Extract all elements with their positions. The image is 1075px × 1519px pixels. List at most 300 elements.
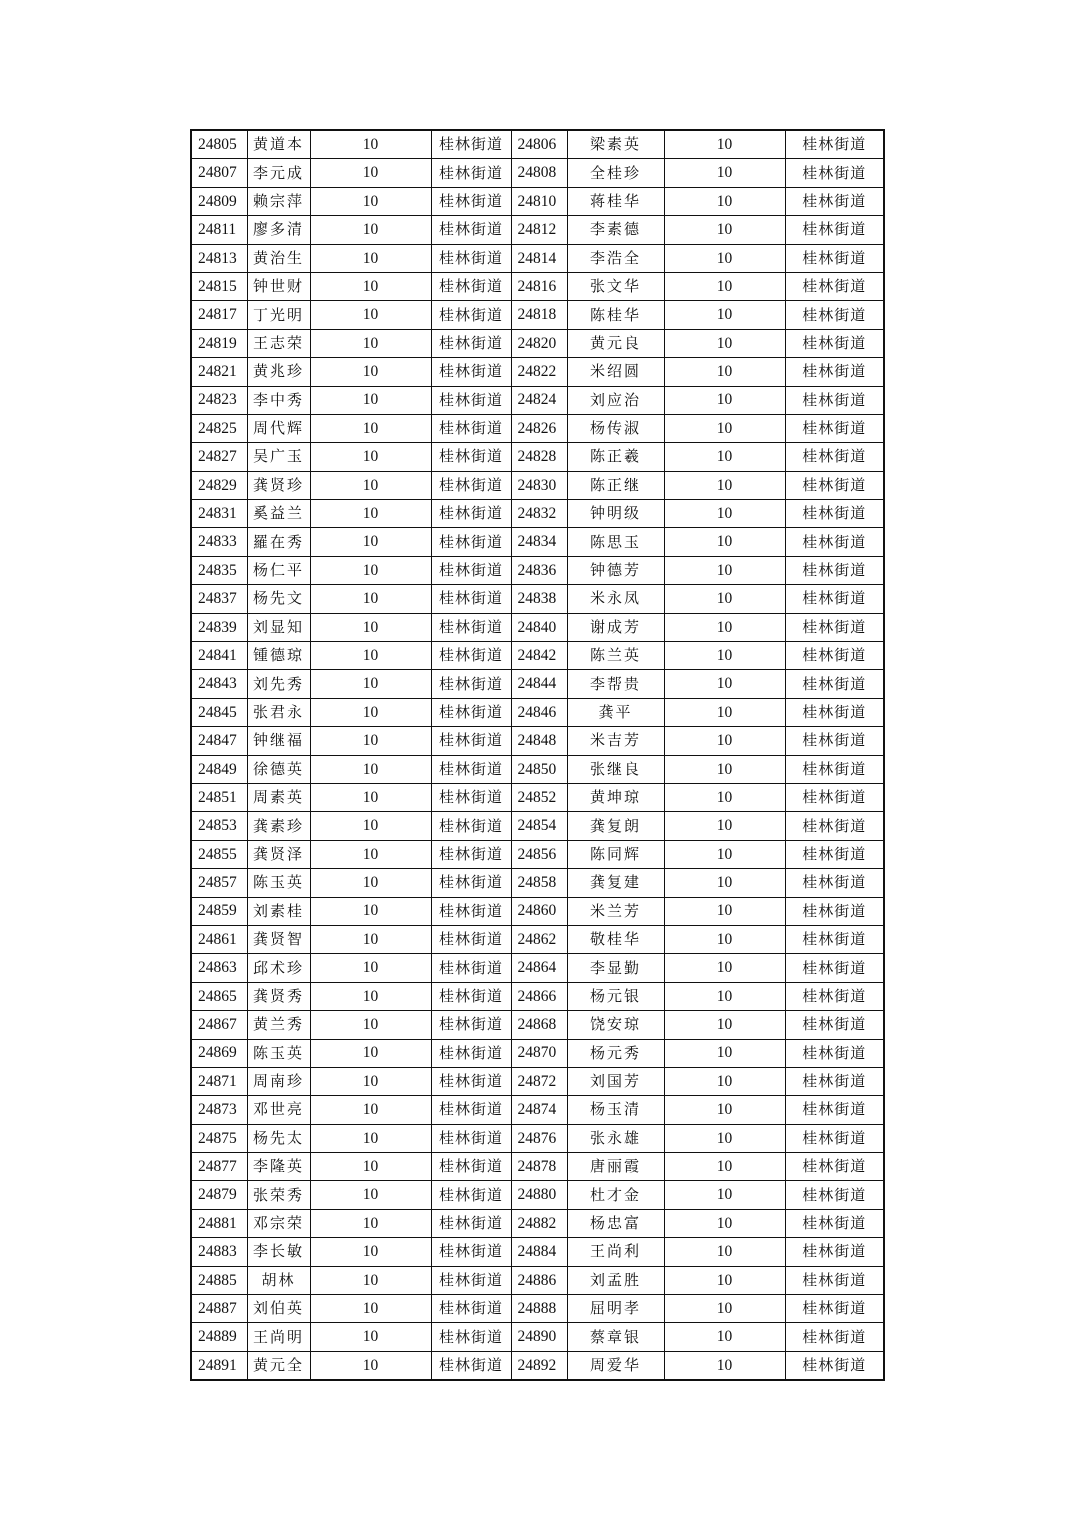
amount-cell: 10 xyxy=(664,812,785,840)
amount-cell: 10 xyxy=(664,613,785,641)
street-cell: 桂林街道 xyxy=(785,642,884,670)
street-cell: 桂林街道 xyxy=(431,869,511,897)
amount-cell: 10 xyxy=(310,471,431,499)
amount-cell: 10 xyxy=(310,925,431,953)
table-row xyxy=(191,1209,884,1237)
record-id-cell: 24812 xyxy=(511,216,567,244)
street-cell: 桂林街道 xyxy=(785,187,884,215)
amount-cell: 10 xyxy=(664,159,785,187)
name-cell: 饶安琼 xyxy=(567,1011,664,1039)
name-cell: 陈玉英 xyxy=(247,1039,310,1067)
record-id-cell: 24816 xyxy=(511,272,567,300)
street-cell: 桂林街道 xyxy=(431,1295,511,1323)
name-cell: 敬桂华 xyxy=(567,925,664,953)
amount-cell: 10 xyxy=(664,386,785,414)
table-row xyxy=(191,1096,884,1124)
table-row xyxy=(191,585,884,613)
street-cell: 桂林街道 xyxy=(785,585,884,613)
amount-cell: 10 xyxy=(664,1067,785,1095)
record-id-cell: 24825 xyxy=(191,414,247,442)
name-cell: 李长敏 xyxy=(247,1238,310,1266)
table-row xyxy=(191,1153,884,1181)
amount-cell: 10 xyxy=(664,1266,785,1294)
record-id-cell: 24860 xyxy=(511,897,567,925)
street-cell: 桂林街道 xyxy=(785,1323,884,1351)
street-cell: 桂林街道 xyxy=(431,698,511,726)
amount-cell: 10 xyxy=(310,556,431,584)
name-cell: 龚复朗 xyxy=(567,812,664,840)
record-id-cell: 24862 xyxy=(511,925,567,953)
name-cell: 周爱华 xyxy=(567,1351,664,1380)
street-cell: 桂林街道 xyxy=(785,954,884,982)
record-id-cell: 24863 xyxy=(191,954,247,982)
name-cell: 邱术珍 xyxy=(247,954,310,982)
amount-cell: 10 xyxy=(310,812,431,840)
name-cell: 周代辉 xyxy=(247,414,310,442)
street-cell: 桂林街道 xyxy=(431,500,511,528)
street-cell: 桂林街道 xyxy=(785,159,884,187)
record-id-cell: 24817 xyxy=(191,301,247,329)
record-id-cell: 24837 xyxy=(191,585,247,613)
amount-cell: 10 xyxy=(310,329,431,357)
record-id-cell: 24832 xyxy=(511,500,567,528)
name-cell: 李素德 xyxy=(567,216,664,244)
record-id-cell: 24806 xyxy=(511,130,567,159)
table-row xyxy=(191,840,884,868)
name-cell: 刘伯英 xyxy=(247,1295,310,1323)
amount-cell: 10 xyxy=(310,783,431,811)
name-cell: 全桂珍 xyxy=(567,159,664,187)
amount-cell: 10 xyxy=(664,329,785,357)
amount-cell: 10 xyxy=(664,1039,785,1067)
amount-cell: 10 xyxy=(310,1351,431,1380)
record-id-cell: 24811 xyxy=(191,216,247,244)
amount-cell: 10 xyxy=(664,272,785,300)
street-cell: 桂林街道 xyxy=(431,1181,511,1209)
table-row xyxy=(191,1351,884,1380)
amount-cell: 10 xyxy=(664,783,785,811)
amount-cell: 10 xyxy=(664,216,785,244)
table-row xyxy=(191,187,884,215)
record-id-cell: 24886 xyxy=(511,1266,567,1294)
street-cell: 桂林街道 xyxy=(431,840,511,868)
name-cell: 丁光明 xyxy=(247,301,310,329)
table-row xyxy=(191,528,884,556)
amount-cell: 10 xyxy=(310,130,431,159)
street-cell: 桂林街道 xyxy=(431,727,511,755)
street-cell: 桂林街道 xyxy=(785,1295,884,1323)
amount-cell: 10 xyxy=(664,925,785,953)
name-cell: 龚贤泽 xyxy=(247,840,310,868)
record-id-cell: 24873 xyxy=(191,1096,247,1124)
table-row xyxy=(191,1181,884,1209)
name-cell: 周南珍 xyxy=(247,1067,310,1095)
name-cell: 蔡章银 xyxy=(567,1323,664,1351)
record-id-cell: 24881 xyxy=(191,1209,247,1237)
name-cell: 杨先太 xyxy=(247,1124,310,1152)
name-cell: 刘素桂 xyxy=(247,897,310,925)
amount-cell: 10 xyxy=(664,1295,785,1323)
street-cell: 桂林街道 xyxy=(785,301,884,329)
street-cell: 桂林街道 xyxy=(785,982,884,1010)
name-cell: 李显勤 xyxy=(567,954,664,982)
amount-cell: 10 xyxy=(310,358,431,386)
record-id-cell: 24882 xyxy=(511,1209,567,1237)
name-cell: 李浩全 xyxy=(567,244,664,272)
record-id-cell: 24833 xyxy=(191,528,247,556)
table-row xyxy=(191,244,884,272)
table-row xyxy=(191,670,884,698)
amount-cell: 10 xyxy=(310,500,431,528)
record-id-cell: 24889 xyxy=(191,1323,247,1351)
name-cell: 龚贤珍 xyxy=(247,471,310,499)
name-cell: 龚贤智 xyxy=(247,925,310,953)
amount-cell: 10 xyxy=(310,443,431,471)
name-cell: 唐丽霞 xyxy=(567,1153,664,1181)
street-cell: 桂林街道 xyxy=(431,613,511,641)
record-id-cell: 24842 xyxy=(511,642,567,670)
street-cell: 桂林街道 xyxy=(785,1153,884,1181)
record-id-cell: 24869 xyxy=(191,1039,247,1067)
street-cell: 桂林街道 xyxy=(431,187,511,215)
record-id-cell: 24828 xyxy=(511,443,567,471)
name-cell: 陈同辉 xyxy=(567,840,664,868)
table-row xyxy=(191,159,884,187)
amount-cell: 10 xyxy=(664,244,785,272)
amount-cell: 10 xyxy=(310,982,431,1010)
amount-cell: 10 xyxy=(664,187,785,215)
record-id-cell: 24883 xyxy=(191,1238,247,1266)
amount-cell: 10 xyxy=(664,1096,785,1124)
street-cell: 桂林街道 xyxy=(431,1351,511,1380)
name-cell: 奚益兰 xyxy=(247,500,310,528)
street-cell: 桂林街道 xyxy=(431,329,511,357)
name-cell: 王志荣 xyxy=(247,329,310,357)
record-id-cell: 24823 xyxy=(191,386,247,414)
name-cell: 王尚明 xyxy=(247,1323,310,1351)
street-cell: 桂林街道 xyxy=(785,329,884,357)
name-cell: 胡林 xyxy=(247,1266,310,1294)
record-id-cell: 24884 xyxy=(511,1238,567,1266)
street-cell: 桂林街道 xyxy=(785,1209,884,1237)
name-cell: 陈正继 xyxy=(567,471,664,499)
amount-cell: 10 xyxy=(310,585,431,613)
record-id-cell: 24829 xyxy=(191,471,247,499)
table-row xyxy=(191,1124,884,1152)
record-id-cell: 24858 xyxy=(511,869,567,897)
table-row xyxy=(191,358,884,386)
amount-cell: 10 xyxy=(310,1153,431,1181)
street-cell: 桂林街道 xyxy=(431,159,511,187)
street-cell: 桂林街道 xyxy=(785,500,884,528)
record-id-cell: 24826 xyxy=(511,414,567,442)
amount-cell: 10 xyxy=(664,727,785,755)
record-id-cell: 24887 xyxy=(191,1295,247,1323)
record-id-cell: 24854 xyxy=(511,812,567,840)
amount-cell: 10 xyxy=(664,528,785,556)
name-cell: 米吉芳 xyxy=(567,727,664,755)
amount-cell: 10 xyxy=(664,1153,785,1181)
street-cell: 桂林街道 xyxy=(785,613,884,641)
amount-cell: 10 xyxy=(310,244,431,272)
amount-cell: 10 xyxy=(310,642,431,670)
street-cell: 桂林街道 xyxy=(785,528,884,556)
amount-cell: 10 xyxy=(664,755,785,783)
record-id-cell: 24843 xyxy=(191,670,247,698)
record-id-cell: 24839 xyxy=(191,613,247,641)
amount-cell: 10 xyxy=(664,130,785,159)
street-cell: 桂林街道 xyxy=(431,556,511,584)
table-row xyxy=(191,471,884,499)
street-cell: 桂林街道 xyxy=(431,925,511,953)
record-id-cell: 24870 xyxy=(511,1039,567,1067)
street-cell: 桂林街道 xyxy=(785,414,884,442)
record-id-cell: 24851 xyxy=(191,783,247,811)
amount-cell: 10 xyxy=(310,187,431,215)
table-row xyxy=(191,982,884,1010)
record-id-cell: 24809 xyxy=(191,187,247,215)
name-cell: 米绍圆 xyxy=(567,358,664,386)
record-id-cell: 24859 xyxy=(191,897,247,925)
record-id-cell: 24810 xyxy=(511,187,567,215)
name-cell: 陈正羲 xyxy=(567,443,664,471)
record-id-cell: 24867 xyxy=(191,1011,247,1039)
record-id-cell: 24890 xyxy=(511,1323,567,1351)
name-cell: 龚素珍 xyxy=(247,812,310,840)
name-cell: 黄兆珍 xyxy=(247,358,310,386)
name-cell: 杨元银 xyxy=(567,982,664,1010)
record-id-cell: 24857 xyxy=(191,869,247,897)
amount-cell: 10 xyxy=(664,1124,785,1152)
street-cell: 桂林街道 xyxy=(431,1067,511,1095)
amount-cell: 10 xyxy=(310,216,431,244)
name-cell: 黄元良 xyxy=(567,329,664,357)
name-cell: 赖宗萍 xyxy=(247,187,310,215)
name-cell: 杜才金 xyxy=(567,1181,664,1209)
amount-cell: 10 xyxy=(310,301,431,329)
amount-cell: 10 xyxy=(664,642,785,670)
name-cell: 刘先秀 xyxy=(247,670,310,698)
amount-cell: 10 xyxy=(664,1323,785,1351)
table-row xyxy=(191,414,884,442)
name-cell: 徐德英 xyxy=(247,755,310,783)
amount-cell: 10 xyxy=(310,1238,431,1266)
amount-cell: 10 xyxy=(310,670,431,698)
amount-cell: 10 xyxy=(310,897,431,925)
street-cell: 桂林街道 xyxy=(785,1181,884,1209)
amount-cell: 10 xyxy=(664,1209,785,1237)
record-id-cell: 24852 xyxy=(511,783,567,811)
record-id-cell: 24850 xyxy=(511,755,567,783)
street-cell: 桂林街道 xyxy=(785,727,884,755)
name-cell: 米永凤 xyxy=(567,585,664,613)
name-cell: 锺德琼 xyxy=(247,642,310,670)
record-id-cell: 24892 xyxy=(511,1351,567,1380)
amount-cell: 10 xyxy=(664,443,785,471)
street-cell: 桂林街道 xyxy=(785,1124,884,1152)
record-id-cell: 24885 xyxy=(191,1266,247,1294)
record-id-cell: 24865 xyxy=(191,982,247,1010)
name-cell: 邓宗荣 xyxy=(247,1209,310,1237)
amount-cell: 10 xyxy=(310,1096,431,1124)
record-id-cell: 24856 xyxy=(511,840,567,868)
street-cell: 桂林街道 xyxy=(785,925,884,953)
record-id-cell: 24871 xyxy=(191,1067,247,1095)
name-cell: 杨元秀 xyxy=(567,1039,664,1067)
name-cell: 王尚利 xyxy=(567,1238,664,1266)
amount-cell: 10 xyxy=(310,414,431,442)
street-cell: 桂林街道 xyxy=(785,556,884,584)
amount-cell: 10 xyxy=(664,698,785,726)
name-cell: 张永雄 xyxy=(567,1124,664,1152)
street-cell: 桂林街道 xyxy=(431,1323,511,1351)
name-cell: 李元成 xyxy=(247,159,310,187)
street-cell: 桂林街道 xyxy=(431,642,511,670)
name-cell: 钟继福 xyxy=(247,727,310,755)
street-cell: 桂林街道 xyxy=(431,358,511,386)
record-id-cell: 24868 xyxy=(511,1011,567,1039)
street-cell: 桂林街道 xyxy=(785,443,884,471)
table-row xyxy=(191,1238,884,1266)
table-row xyxy=(191,556,884,584)
record-id-cell: 24844 xyxy=(511,670,567,698)
street-cell: 桂林街道 xyxy=(431,471,511,499)
table-row xyxy=(191,642,884,670)
table-row xyxy=(191,1039,884,1067)
table-row xyxy=(191,698,884,726)
name-cell: 李帮贵 xyxy=(567,670,664,698)
street-cell: 桂林街道 xyxy=(431,1039,511,1067)
name-cell: 刘显知 xyxy=(247,613,310,641)
amount-cell: 10 xyxy=(664,414,785,442)
name-cell: 张荣秀 xyxy=(247,1181,310,1209)
table-row xyxy=(191,386,884,414)
amount-cell: 10 xyxy=(310,1209,431,1237)
amount-cell: 10 xyxy=(664,1238,785,1266)
name-cell: 黄元全 xyxy=(247,1351,310,1380)
name-cell: 杨先文 xyxy=(247,585,310,613)
amount-cell: 10 xyxy=(310,613,431,641)
table-row xyxy=(191,443,884,471)
name-cell: 黄兰秀 xyxy=(247,1011,310,1039)
table-row xyxy=(191,1295,884,1323)
record-id-cell: 24846 xyxy=(511,698,567,726)
street-cell: 桂林街道 xyxy=(431,1096,511,1124)
amount-cell: 10 xyxy=(664,358,785,386)
record-id-cell: 24875 xyxy=(191,1124,247,1152)
record-id-cell: 24841 xyxy=(191,642,247,670)
name-cell: 龚复建 xyxy=(567,869,664,897)
record-id-cell: 24880 xyxy=(511,1181,567,1209)
street-cell: 桂林街道 xyxy=(431,897,511,925)
table-row xyxy=(191,1067,884,1095)
table-row xyxy=(191,897,884,925)
amount-cell: 10 xyxy=(310,272,431,300)
table-row xyxy=(191,216,884,244)
record-id-cell: 24876 xyxy=(511,1124,567,1152)
street-cell: 桂林街道 xyxy=(431,301,511,329)
amount-cell: 10 xyxy=(664,869,785,897)
name-cell: 杨玉清 xyxy=(567,1096,664,1124)
name-cell: 刘应治 xyxy=(567,386,664,414)
name-cell: 杨忠富 xyxy=(567,1209,664,1237)
street-cell: 桂林街道 xyxy=(431,670,511,698)
street-cell: 桂林街道 xyxy=(785,272,884,300)
street-cell: 桂林街道 xyxy=(431,1153,511,1181)
record-id-cell: 24877 xyxy=(191,1153,247,1181)
table-row xyxy=(191,329,884,357)
street-cell: 桂林街道 xyxy=(431,755,511,783)
amount-cell: 10 xyxy=(310,954,431,982)
street-cell: 桂林街道 xyxy=(785,1238,884,1266)
amount-cell: 10 xyxy=(664,471,785,499)
name-cell: 刘孟胜 xyxy=(567,1266,664,1294)
record-id-cell: 24819 xyxy=(191,329,247,357)
street-cell: 桂林街道 xyxy=(431,1266,511,1294)
record-id-cell: 24840 xyxy=(511,613,567,641)
street-cell: 桂林街道 xyxy=(785,244,884,272)
name-cell: 钟世财 xyxy=(247,272,310,300)
street-cell: 桂林街道 xyxy=(785,1351,884,1380)
amount-cell: 10 xyxy=(664,1011,785,1039)
name-cell: 钟德芳 xyxy=(567,556,664,584)
name-cell: 杨仁平 xyxy=(247,556,310,584)
record-id-cell: 24872 xyxy=(511,1067,567,1095)
record-id-cell: 24814 xyxy=(511,244,567,272)
record-id-cell: 24821 xyxy=(191,358,247,386)
street-cell: 桂林街道 xyxy=(431,216,511,244)
name-cell: 龚平 xyxy=(567,698,664,726)
record-id-cell: 24805 xyxy=(191,130,247,159)
amount-cell: 10 xyxy=(310,727,431,755)
amount-cell: 10 xyxy=(664,556,785,584)
amount-cell: 10 xyxy=(310,1323,431,1351)
street-cell: 桂林街道 xyxy=(785,1067,884,1095)
name-cell: 屈明孝 xyxy=(567,1295,664,1323)
amount-cell: 10 xyxy=(664,840,785,868)
table-row xyxy=(191,755,884,783)
name-cell: 张君永 xyxy=(247,698,310,726)
record-id-cell: 24815 xyxy=(191,272,247,300)
table-row xyxy=(191,613,884,641)
street-cell: 桂林街道 xyxy=(785,471,884,499)
street-cell: 桂林街道 xyxy=(431,585,511,613)
street-cell: 桂林街道 xyxy=(431,1124,511,1152)
amount-cell: 10 xyxy=(664,1351,785,1380)
amount-cell: 10 xyxy=(664,500,785,528)
record-id-cell: 24878 xyxy=(511,1153,567,1181)
record-id-cell: 24866 xyxy=(511,982,567,1010)
street-cell: 桂林街道 xyxy=(785,216,884,244)
record-id-cell: 24834 xyxy=(511,528,567,556)
record-id-cell: 24818 xyxy=(511,301,567,329)
street-cell: 桂林街道 xyxy=(431,954,511,982)
amount-cell: 10 xyxy=(664,1181,785,1209)
street-cell: 桂林街道 xyxy=(785,840,884,868)
amount-cell: 10 xyxy=(664,897,785,925)
name-cell: 李隆英 xyxy=(247,1153,310,1181)
record-id-cell: 24831 xyxy=(191,500,247,528)
name-cell: 周素英 xyxy=(247,783,310,811)
name-cell: 黄道本 xyxy=(247,130,310,159)
street-cell: 桂林街道 xyxy=(785,897,884,925)
name-cell: 钟明级 xyxy=(567,500,664,528)
street-cell: 桂林街道 xyxy=(431,272,511,300)
record-id-cell: 24853 xyxy=(191,812,247,840)
name-cell: 廖多清 xyxy=(247,216,310,244)
record-id-cell: 24891 xyxy=(191,1351,247,1380)
record-id-cell: 24813 xyxy=(191,244,247,272)
